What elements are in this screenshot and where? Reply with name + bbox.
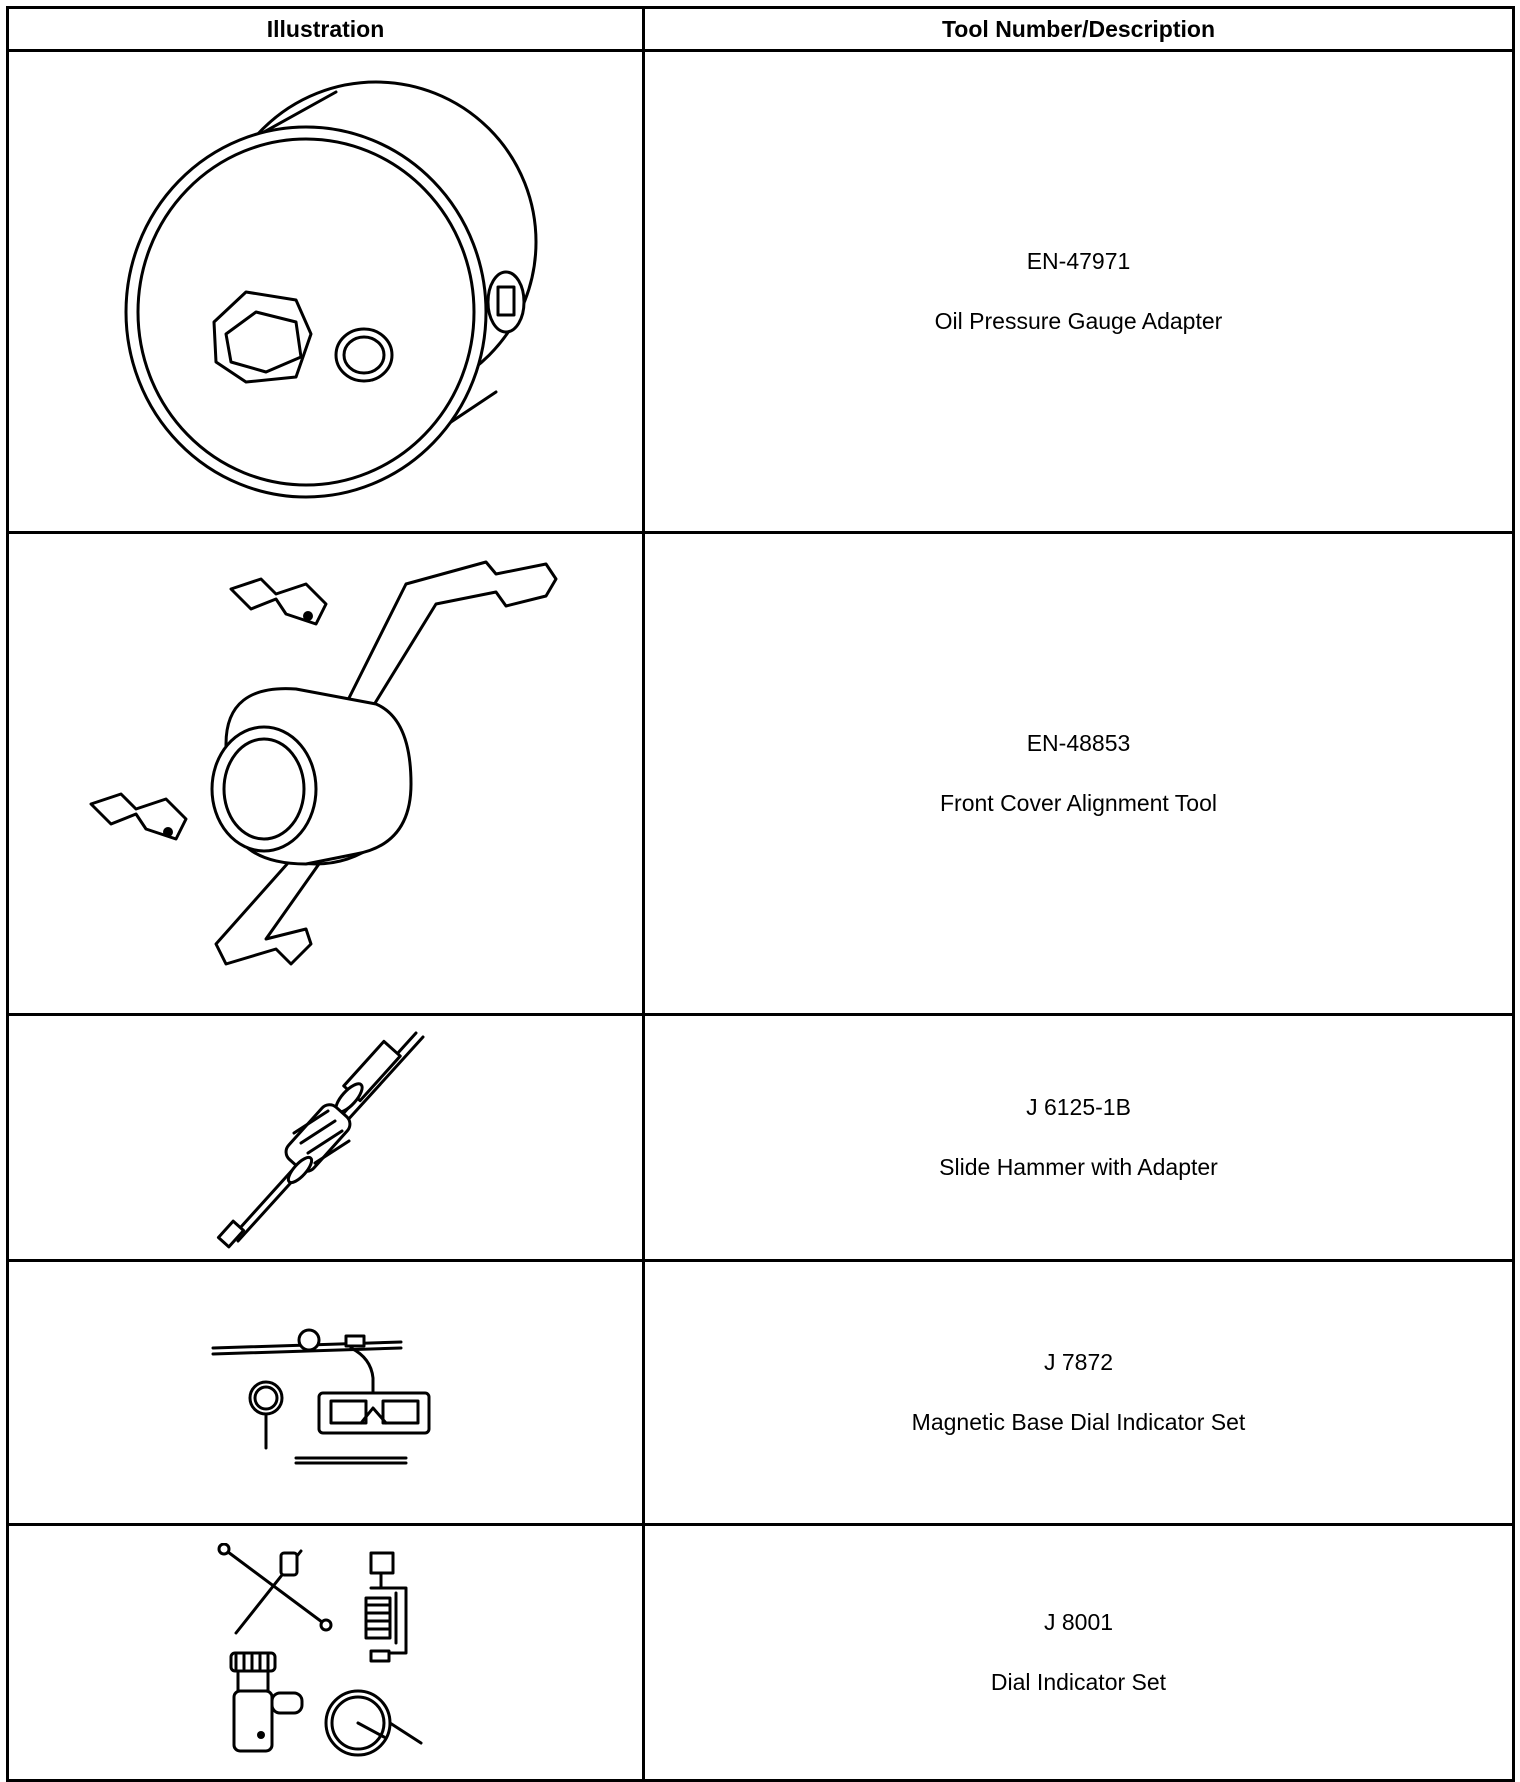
illustration-cell [8,51,644,533]
tool-number: J 6125-1B [1026,1094,1131,1120]
dial-indicator-set-illustration [216,1543,436,1763]
table-row [8,1261,1514,1525]
tool-description-cell [644,1525,1514,1781]
special-tools-table [6,6,1515,1782]
tool-description-cell [644,1015,1514,1261]
tool-description: Magnetic Base Dial Indicator Set [911,1409,1246,1435]
tool-description: Dial Indicator Set [990,1669,1167,1695]
table-row [8,533,1514,1015]
table-row [8,51,1514,533]
tool-number: J 7872 [1043,1349,1114,1375]
tool-number: EN-47971 [1026,248,1131,274]
tool-description: Front Cover Alignment Tool [940,790,1217,816]
table-row [8,1525,1514,1781]
tool-description-cell [644,51,1514,533]
header-row [8,8,1514,51]
illustration-cell [8,1261,644,1525]
tool-description-cell [644,533,1514,1015]
illustration-cell [8,1525,644,1781]
slide-hammer-illustration [206,1023,446,1253]
front-cover-alignment-tool-illustration [76,544,576,1004]
tool-description: Slide Hammer with Adapter [939,1154,1218,1180]
illustration-column-header: Illustration [8,8,644,51]
magnetic-base-dial-indicator-illustration [211,1318,441,1468]
tool-description: Oil Pressure Gauge Adapter [934,308,1223,334]
tool-number-description-column-header: Tool Number/Description [644,8,1514,51]
tool-description-cell [644,1261,1514,1525]
illustration-cell [8,533,644,1015]
illustration-cell [8,1015,644,1261]
tool-number: J 8001 [1043,1609,1114,1635]
oil-pressure-gauge-adapter-illustration [106,72,546,512]
table-row [8,1015,1514,1261]
tool-number: EN-48853 [1026,730,1131,756]
